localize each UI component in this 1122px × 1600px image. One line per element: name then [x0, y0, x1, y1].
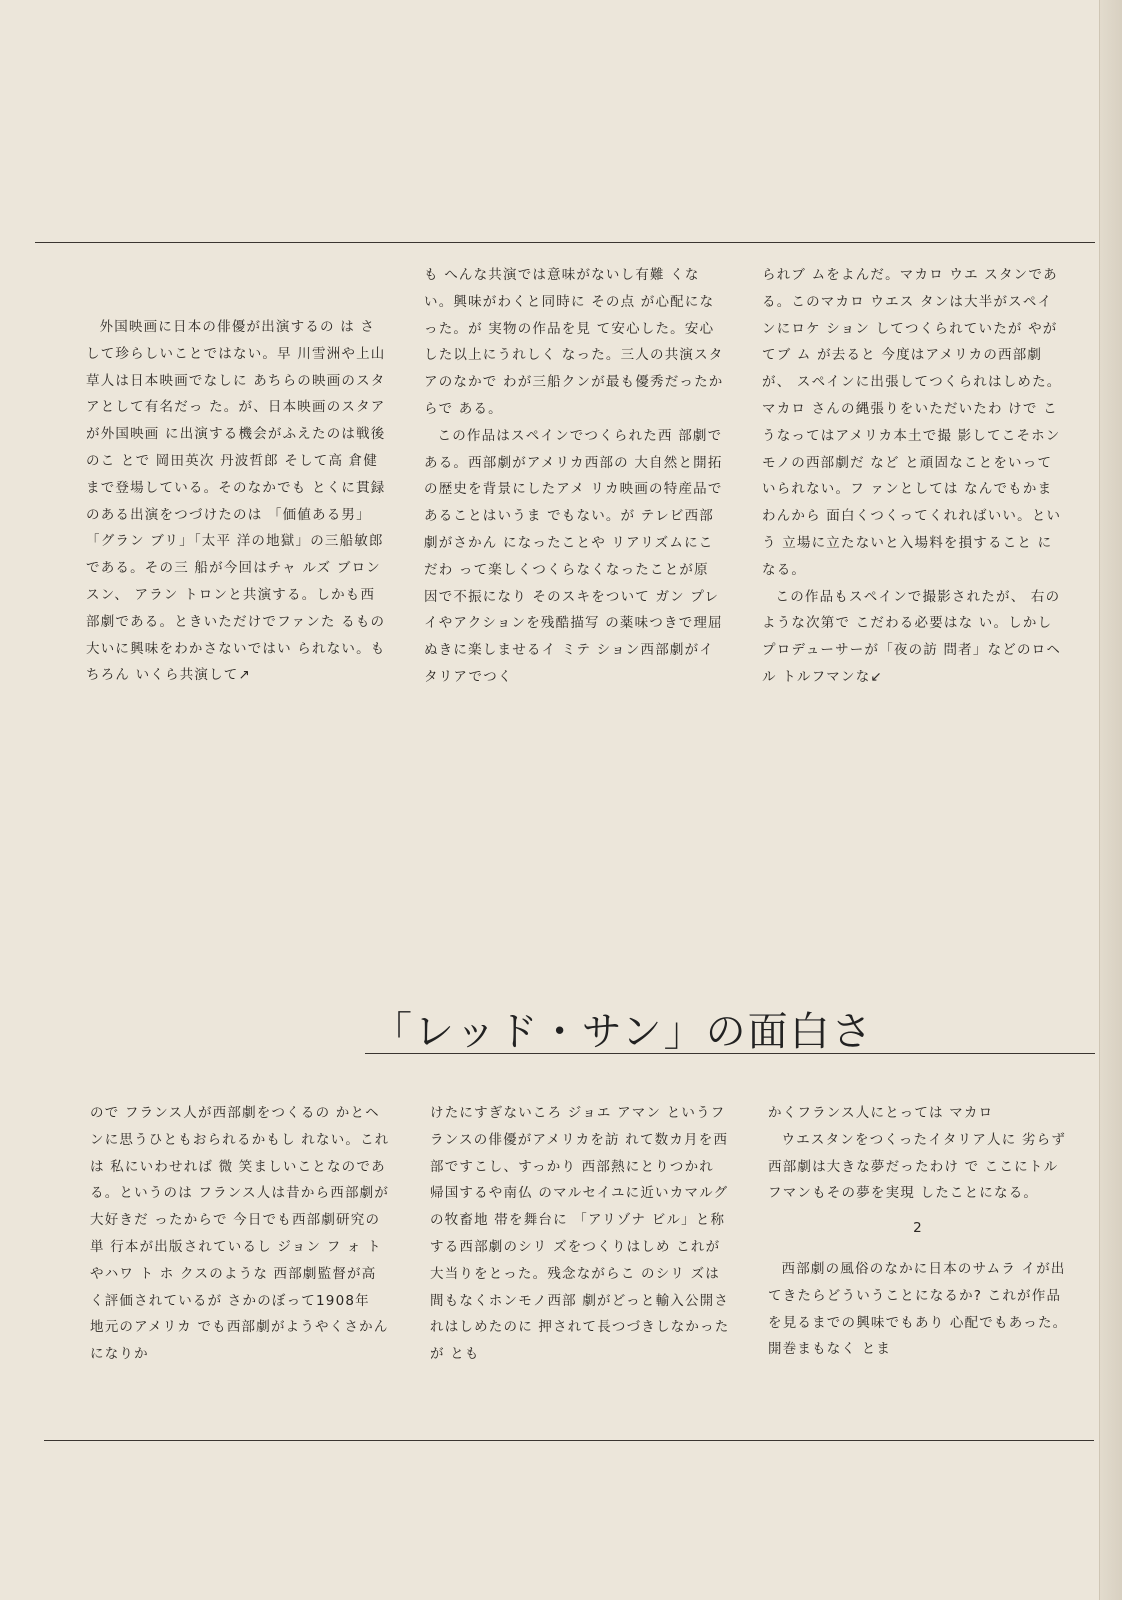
- heading-underline: [365, 1053, 1095, 1054]
- paragraph: かくフランス人にとっては マカロ: [768, 1105, 994, 1121]
- paragraph: も へんな共演では意味がないし有難 くない。興味がわくと同時に その点 が心配になった。が 実物の作品を見 て安心した。安心した以上にうれしく なった。三人の共演スタアのなかで わが三船クンが最も優秀だったからで ある。: [424, 267, 724, 417]
- paragraph: けたにすぎないころ ジョエ アマン というフランスの俳優がアメリカを訪 れて数カ月を西部ですこし、すっかり 西部熱にとりつかれ 帰国するや南仏 のマルセイユに近いカマルグの牧畜地 帯を舞台に 「アリゾナ ビル」と称 する西部劇のシリ ズをつくりはしめ これが大当りをとった。残念ながらこ のシリ ズは 間もなくホンモノ西部 劇がどっと輸入公開されはしめたのに 押されて長つづきしなかったが とも: [430, 1105, 731, 1363]
- paragraph: ウエスタンをつくったイタリア人に 劣らず 西部劇は大きな夢だったわけ で ここにトルフマンもその夢を実現 したことになる。: [768, 1131, 1072, 1202]
- paragraph: ので フランス人が西部劇をつくるの かとヘンに思うひともおられるかもし れない。これは 私にいわせれば 微 笑ましいことなのである。というのは フランス人は昔から西部劇が大好きだ ったからで 今日でも西部劇研究の単 行本が出版されているし ジョン フ ォ トやハワ ト ホ クスのような 西部劇監督が高く評価されているが さかのぼって1908年 地元のアメリカ でも西部劇がようやくさかんになりか: [90, 1105, 390, 1363]
- bottom-divider: [44, 1440, 1094, 1441]
- section-heading: 「レッド・サン」の面白さ: [372, 1009, 874, 1055]
- paragraph: 外国映画に日本の俳優が出演するの は さして珍らしいことではない。早 川雪洲や上山草人は日本映画でなしに あちらの映画のスタアとして有名だっ た。が、日本映画のスタアが外国映画 に出演する機会がふえたのは戦後のこ とで 岡田英次 丹波哲郎 そして高 倉健まで登場している。そのなかでも とくに貫録のある出演をつづけたのは 「価値ある男」「グラン ブリ」「太平 洋の地獄」の三船敏郎である。その三 船が今回はチャ ルズ ブロンスン、 アラン トロンと共演する。しかも西 部劇である。ときいただけでファンた るもの大いに興味をわかさないではい られない。もちろん いくら共演して↗: [86, 319, 386, 684]
- article1-column-3: [762, 262, 1067, 691]
- article1-column-2: [424, 262, 724, 691]
- article2-column-2: [430, 1100, 730, 1368]
- article2-column-3: [768, 1100, 1072, 1363]
- paragraph: 西部劇の風俗のなかに日本のサムラ イが出てきたらどういうことになるか? これが作品を見るまでの興味でもあり 心配でもあった。開巻まもなく とま: [768, 1260, 1068, 1358]
- article1-column-1: [86, 314, 386, 689]
- top-divider: [35, 242, 1095, 243]
- article2-column-1: [90, 1100, 390, 1368]
- paragraph: この作品もスペインで撮影されたが、 右のような次第で こだわる必要はな い。しかしプロデューサーが「夜の訪 問者」などのロヘ ル トルフマンな↙: [762, 588, 1067, 685]
- paragraph: この作品はスペインでつくられた西 部劇である。西部劇がアメリカ西部の 大自然と開拓の歴史を背景にしたアメ リカ映画の特産品であることはいうま でもない。が テレビ西部劇がさかん になったことや リアリズムにこだわ って楽しくつくらなくなったことが原 因で不振になり そのスキをついて ガン プレイやアクションを残酷描写 の薬味つきで理屈ぬきに楽しませるイ ミテ ション西部劇がイタリアでつく: [424, 427, 723, 685]
- section-number: 2: [913, 1220, 923, 1237]
- paper-edge: [1099, 0, 1122, 1600]
- paragraph: られブ ムをよんだ。マカロ ウエ スタンである。このマカロ ウエス タンは大半がスペインにロケ ション してつくられていたが やがてブ ム が去ると 今度はアメリカの西部劇が、 スペインに出張してつくられはしめた。 マカロ さんの縄張りをいただいたわ けで こうなってはアメリカ本土で撮 影してこそホンモノの西部劇だ など と頑固なことをいっていられない。フ ァンとしては なんでもかまわんから 面白くつくってくれればいい。という 立場に立たないと入場料を損すること になる。: [762, 267, 1067, 578]
